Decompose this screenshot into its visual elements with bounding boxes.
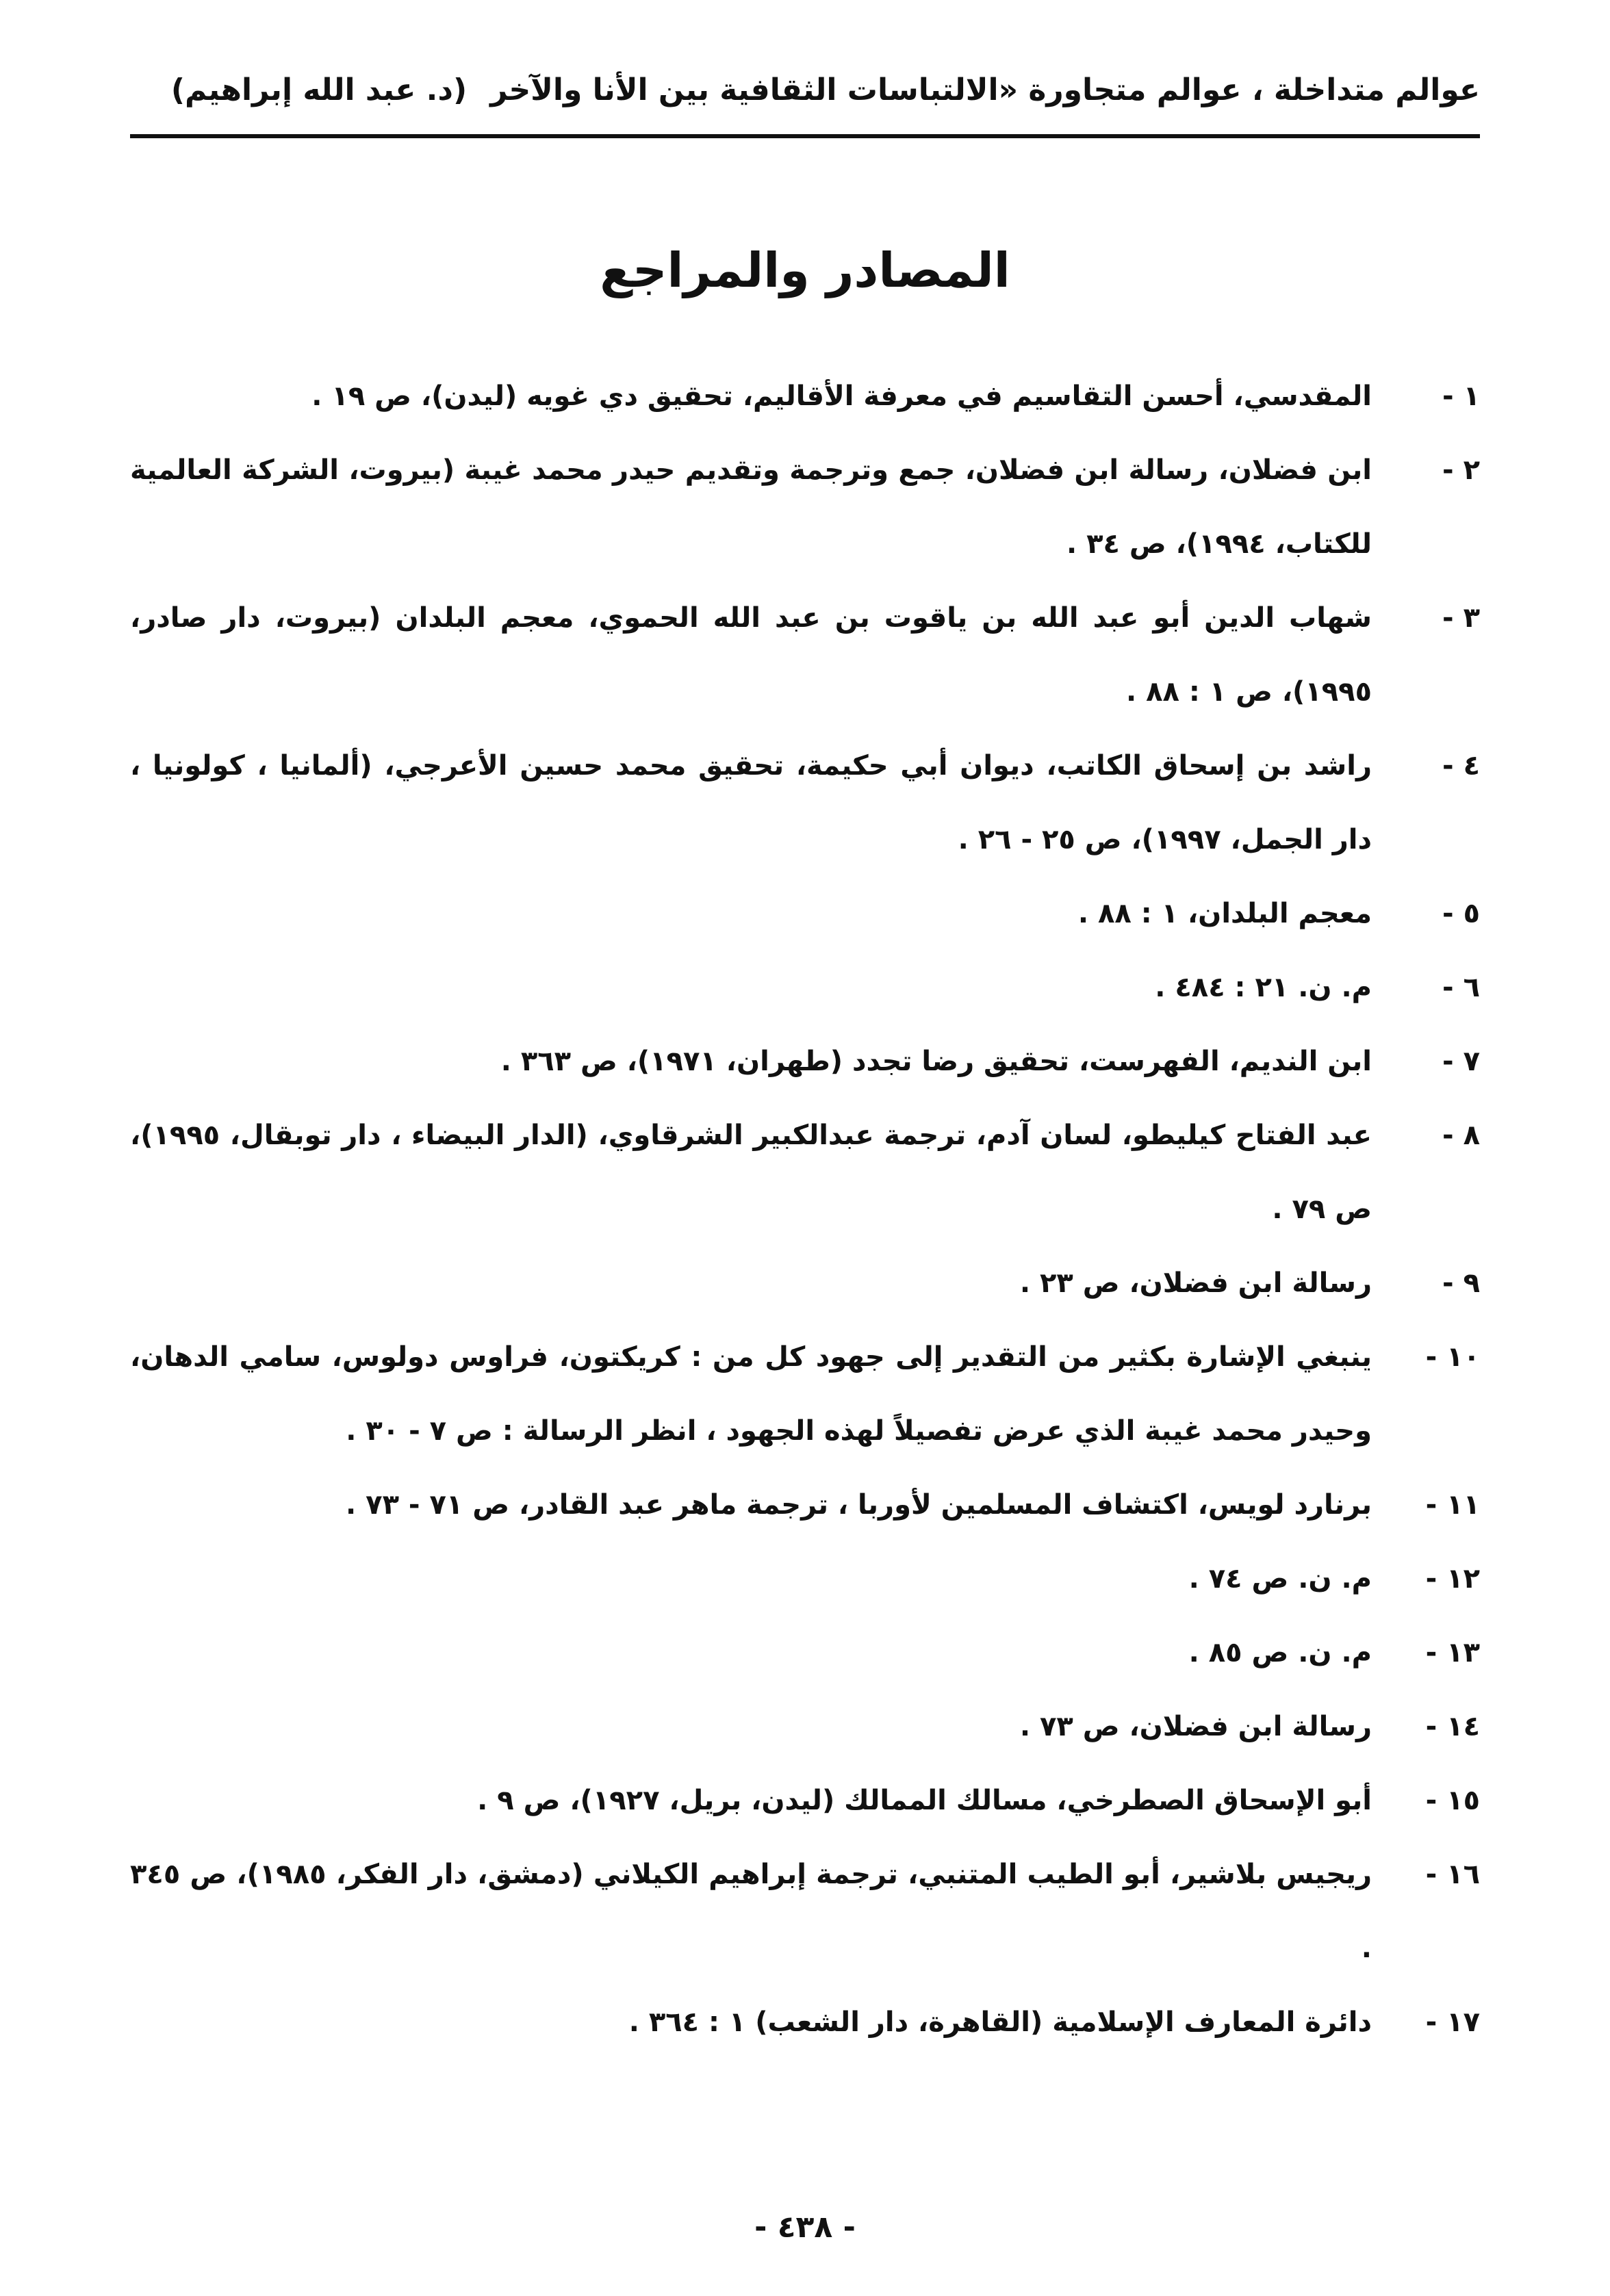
reference-number: ٢ - xyxy=(1442,454,1480,486)
reference-text: م. ن. ص ٨٥ . xyxy=(1188,1637,1372,1668)
reference-text: رسالة ابن فضلان، ص ٢٣ . xyxy=(1019,1267,1372,1299)
reference-number: ٤ - xyxy=(1442,750,1480,782)
reference-number: ١٦ - xyxy=(1425,1859,1480,1890)
page-title: المصادر والمراجع xyxy=(600,242,1010,298)
running-header xyxy=(130,63,1480,118)
reference-item xyxy=(130,581,1480,729)
reference-text: م. ن. ص ٧٤ . xyxy=(1188,1563,1372,1595)
reference-text: ينبغي الإشارة بكثير من التقدير إلى جهود كل من : كريكتون، فراوس دولوس، سامي الدهان، وحيدر محمد غيبة الذي عرض تفصيلاً لهذه الجهود ، انظر الرسالة : ص ٧ - ٣٠ . xyxy=(130,1341,1372,1447)
reference-item xyxy=(130,1320,1480,1468)
reference-item xyxy=(130,1837,1480,1985)
reference-text: معجم البلدان، ١ : ٨٨ . xyxy=(1077,898,1372,929)
reference-text: عبد الفتاح كيليطو، لسان آدم، ترجمة عبدالكبير الشرقاوي، (الدار البيضاء ، دار توبقال، ١٩٩٥)، ص ٧٩ . xyxy=(130,1120,1372,1225)
reference-text: دائرة المعارف الإسلامية (القاهرة، دار الشعب) ١ : ٣٦٤ . xyxy=(628,2007,1372,2038)
reference-item xyxy=(130,1542,1480,1616)
reference-text: أبو الإسحاق الصطرخي، مسالك الممالك (ليدن، بريل، ١٩٢٧)، ص ٩ . xyxy=(477,1785,1372,1816)
reference-number: ٦ - xyxy=(1442,972,1480,1003)
reference-item xyxy=(130,1690,1480,1764)
reference-text: م. ن. ٢١ : ٤٨٤ . xyxy=(1155,972,1372,1003)
reference-text: المقدسي، أحسن التقاسيم في معرفة الأقاليم، تحقيق دي غويه (ليدن)، ص ١٩ . xyxy=(311,380,1372,412)
reference-number: ٣ - xyxy=(1442,602,1480,634)
reference-number: ١٧ - xyxy=(1425,2007,1480,2038)
reference-text: ابن فضلان، رسالة ابن فضلان، جمع وترجمة وتقديم حيدر محمد غيبة (بيروت، الشركة العالمية للكتاب، ١٩٩٤)، ص ٣٤ . xyxy=(130,454,1372,560)
reference-text: ريجيس بلاشير، أبو الطيب المتنبي، ترجمة إبراهيم الكيلاني (دمشق، دار الفكر، ١٩٨٥)، ص ٣٤٥ . xyxy=(130,1859,1372,1964)
reference-number: ١٥ - xyxy=(1425,1785,1480,1816)
reference-item xyxy=(130,1616,1480,1690)
reference-item xyxy=(130,877,1480,951)
reference-item xyxy=(130,1764,1480,1837)
reference-text: رسالة ابن فضلان، ص ٧٣ . xyxy=(1019,1711,1372,1742)
references-list xyxy=(130,359,1480,2059)
reference-number: ١٤ - xyxy=(1425,1711,1480,1742)
header-divider xyxy=(130,134,1480,138)
reference-text: ابن النديم، الفهرست، تحقيق رضا تجدد (طهران، ١٩٧١)، ص ٣٦٣ . xyxy=(500,1046,1372,1077)
reference-item xyxy=(130,359,1480,433)
running-author: (د. عبد الله إبراهيم) xyxy=(170,73,468,107)
reference-number: ١٢ - xyxy=(1425,1563,1480,1595)
reference-item xyxy=(130,1024,1480,1098)
reference-text: راشد بن إسحاق الكاتب، ديوان أبي حكيمة، تحقيق محمد حسين الأعرجي، (ألمانيا ، كولونيا ، دار الجمل، ١٩٩٧)، ص ٢٥ - ٢٦ . xyxy=(130,750,1372,855)
reference-item xyxy=(130,1468,1480,1542)
reference-item xyxy=(130,729,1480,877)
page-number: - ٤٣٨ - xyxy=(754,2210,856,2245)
reference-number: ٨ - xyxy=(1442,1120,1480,1151)
reference-number: ٩ - xyxy=(1442,1267,1480,1299)
reference-number: ١١ - xyxy=(1425,1489,1480,1521)
reference-text: شهاب الدين أبو عبد الله بن ياقوت بن عبد الله الحموي، معجم البلدان (بيروت، دار صادر، ١٩٩٥)، ص ١ : ٨٨ . xyxy=(130,602,1372,708)
reference-item xyxy=(130,433,1480,581)
running-title: عوالم متداخلة ، عوالم متجاورة «الالتباسات الثقافية بين الأنا والآخر xyxy=(490,73,1480,107)
reference-item xyxy=(130,1098,1480,1246)
reference-number: ١٣ - xyxy=(1425,1637,1480,1668)
reference-item xyxy=(130,1985,1480,2059)
reference-item xyxy=(130,1246,1480,1320)
reference-number: ١ - xyxy=(1442,380,1480,412)
reference-number: ١٠ - xyxy=(1425,1341,1480,1373)
reference-item xyxy=(130,951,1480,1024)
reference-number: ٥ - xyxy=(1442,898,1480,929)
reference-text: برنارد لويس، اكتشاف المسلمين لأوربا ، ترجمة ماهر عبد القادر، ص ٧١ - ٧٣ . xyxy=(346,1489,1372,1521)
reference-number: ٧ - xyxy=(1442,1046,1480,1077)
